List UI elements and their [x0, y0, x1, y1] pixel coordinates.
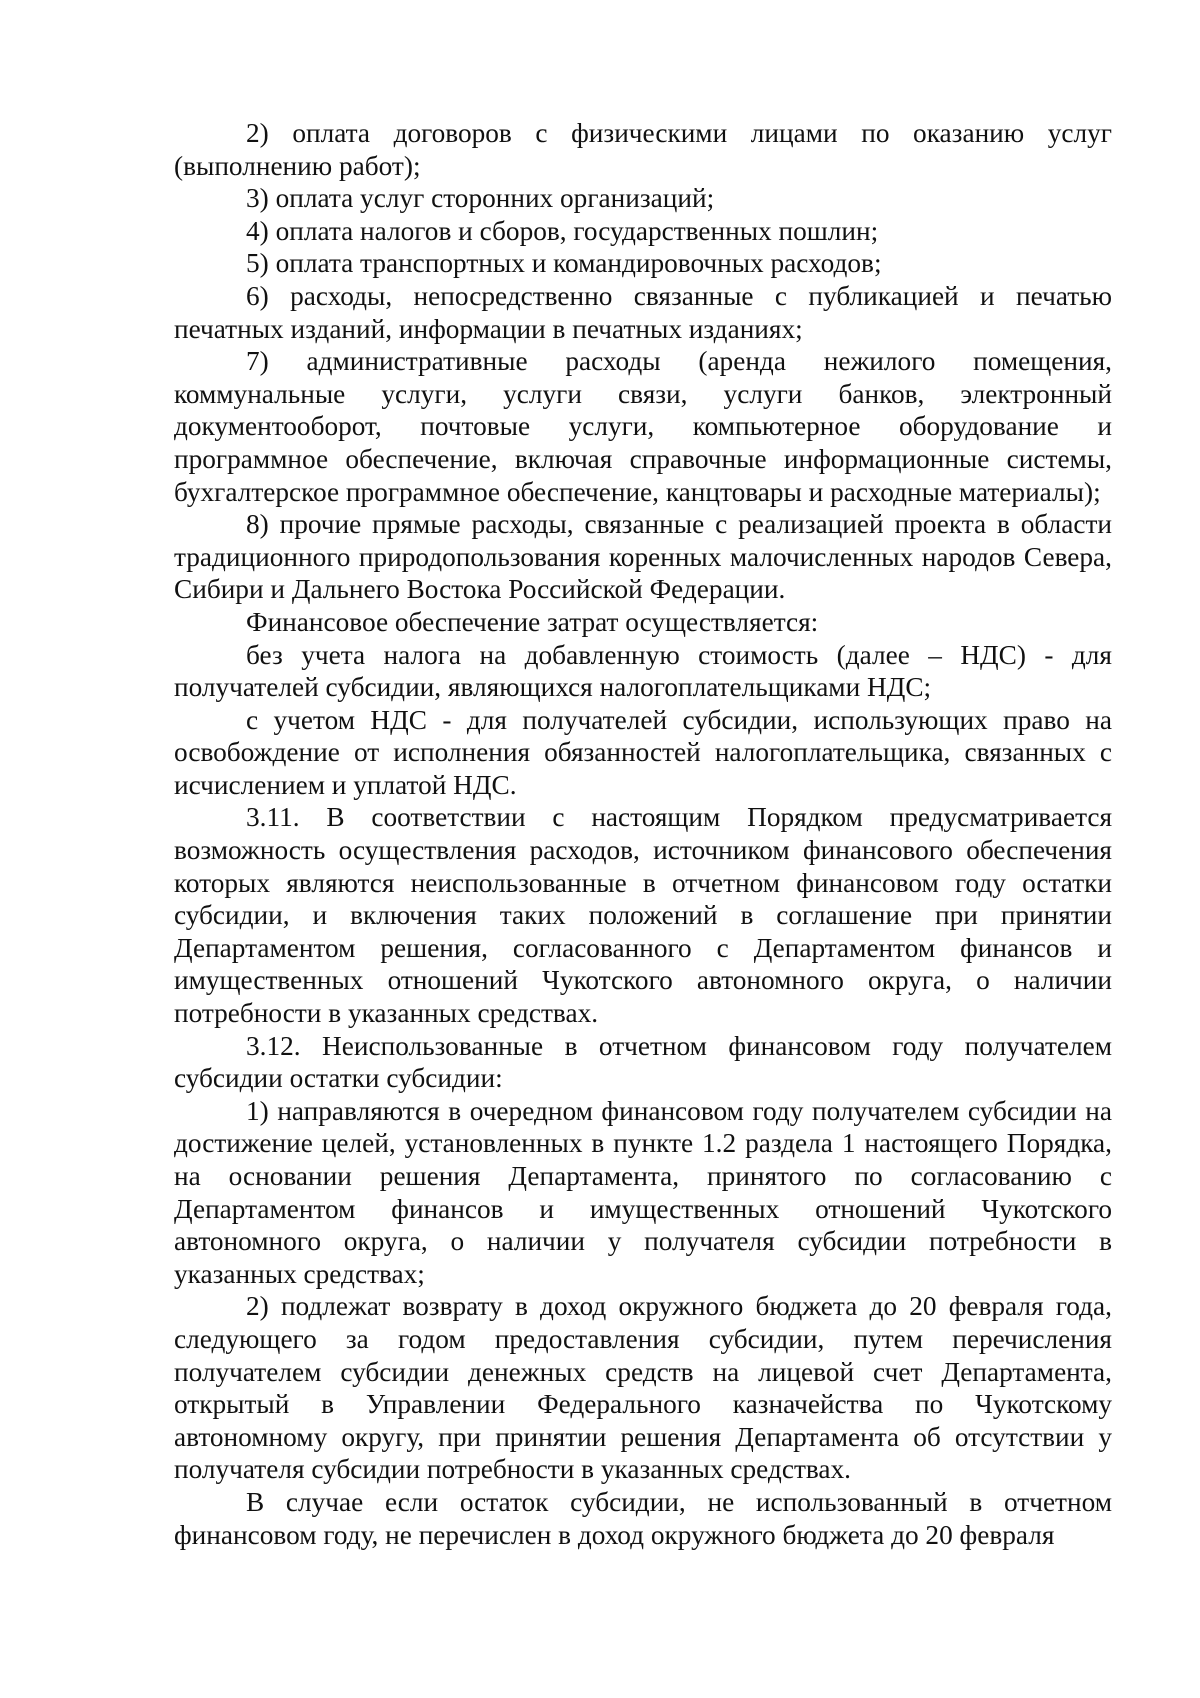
unreturned-balance-paragraph: В случае если остаток субсидии, не использованный в отчетном финансовом году, не перечислен в доход окружного бюджета до 20 февраля	[174, 1486, 1112, 1550]
financing-intro: Финансовое обеспечение затрат осуществляется:	[246, 606, 819, 637]
clause-3-11: 3.11. В соответствии с настоящим Порядком предусматривается возможность осуществления расходов, источником финансового обеспечения которых являются неиспользованные в отчетном финансовом году остатки субсидии, и включения таких положений в соглашение при принятии Департаментом решения, согласованного с Департаментом финансов и имущественных отношений Чукотского автономного округа, о наличии потребности в указанных средствах.	[174, 802, 1112, 1029]
list-item-2: 2) оплата договоров с физическими лицами по оказанию услуг (выполнению работ);	[174, 118, 1112, 181]
financing-without-vat: без учета налога на добавленную стоимость (далее – НДС) - для получателей субсидии, являющихся налогоплательщиками НДС;	[174, 639, 1112, 703]
clause-3-12-item-2: 2) подлежат возврату в доход окружного бюджета до 20 февраля года, следующего за годом предоставления субсидии, путем перечисления получателем субсидии денежных средств на лицевой счет Департамента, открытый в Управлении Федерального казначейства по Чукотскому автономному округу, при принятии решения Департамента об отсутствии у получателя субсидии потребности в указанных средствах.	[174, 1291, 1112, 1485]
clause-3-12-item-1: 1) направляются в очередном финансовом году получателем субсидии на достижение целей, установленных в пункте 1.2 раздела 1 настоящего Порядка, на основании решения Департамента, принятого по согласованию с Департаментом финансов и имущественных отношений Чукотского автономного округа, о наличии у получателя субсидии потребности в указанных средствах;	[174, 1095, 1112, 1289]
list-item-4: 4) оплата налогов и сборов, государственных пошлин;	[246, 215, 879, 246]
list-item-3: 3) оплата услуг сторонних организаций;	[246, 183, 715, 214]
list-item-8: 8) прочие прямые расходы, связанные с реализацией проекта в области традиционного природопользования коренных малочисленных народов Севера, Сибири и Дальнего Востока Российской Федерации.	[174, 509, 1112, 605]
list-item-7: 7) административные расходы (аренда нежилого помещения, коммунальные услуги, услуги связи, услуги банков, электронный документооборот, почтовые услуги, компьютерное оборудование и программное обеспечение, включая справочные информационные системы, бухгалтерское программное обеспечение, канцтовары и расходные материалы);	[174, 346, 1112, 507]
document-body	[174, 117, 1112, 1551]
financing-with-vat: с учетом НДС - для получателей субсидии, использующих право на освобождение от исполнения обязанностей налогоплательщика, связанных с исчислением и уплатой НДС.	[174, 704, 1112, 800]
list-item-6: 6) расходы, непосредственно связанные с публикацией и печатью печатных изданий, информации в печатных изданиях;	[174, 280, 1112, 344]
clause-3-12: 3.12. Неиспользованные в отчетном финансовом году получателем субсидии остатки субсидии:	[174, 1030, 1112, 1094]
list-item-5: 5) оплата транспортных и командировочных расходов;	[246, 248, 882, 279]
